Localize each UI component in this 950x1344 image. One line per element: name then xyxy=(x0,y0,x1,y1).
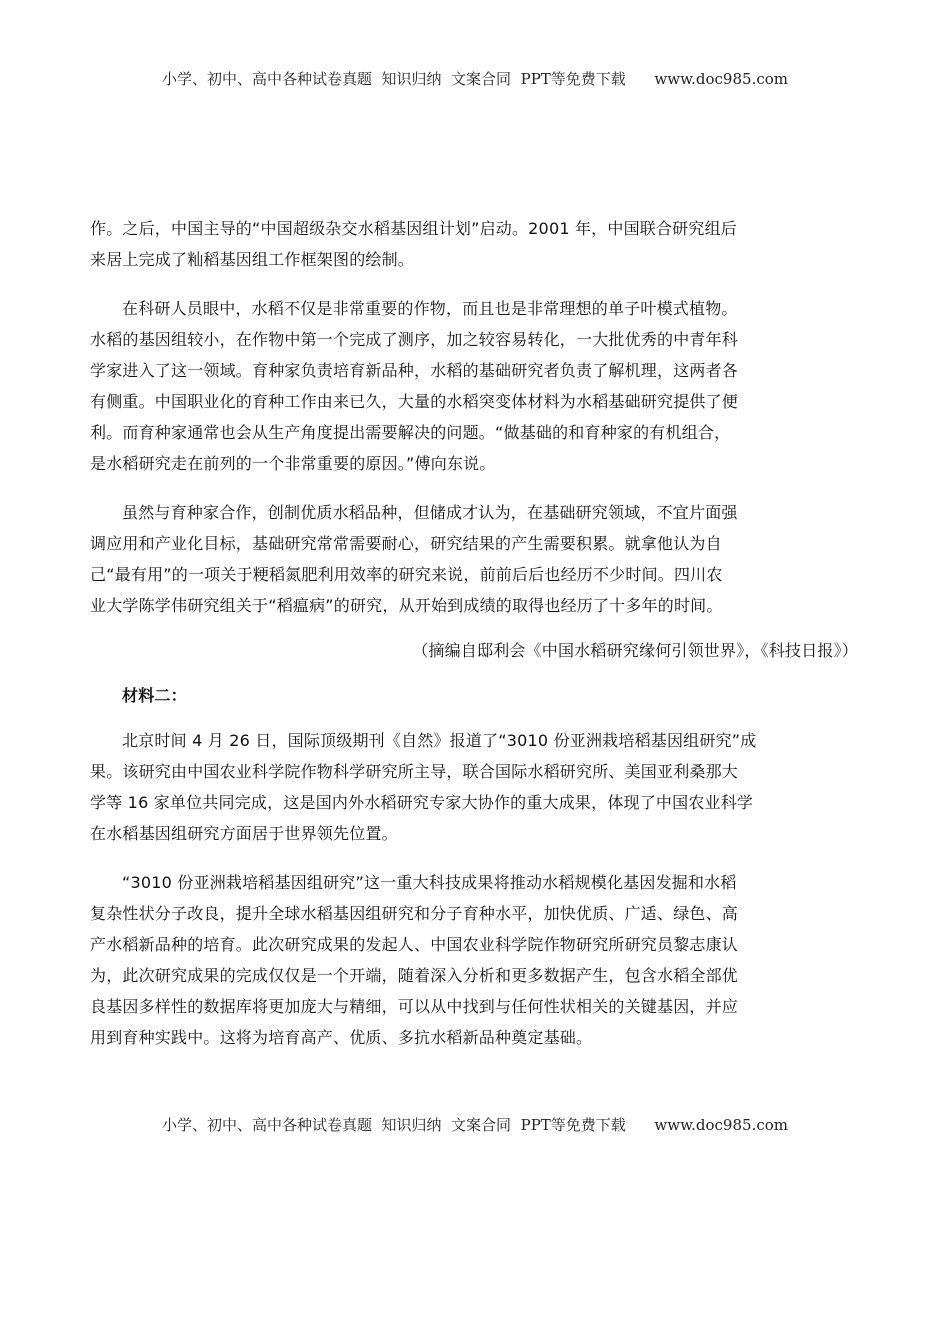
text-line: 在水稻基因组研究方面居于世界领先位置。 xyxy=(90,824,398,843)
source-citation: （摘编自邸利会《中国水稻研究缘何引领世界》，《科技日报》） xyxy=(412,641,858,660)
text-line: 利。而育种家通常也会从生产角度提出需要解决的问题。“做基础的和育种家的有机组合， xyxy=(90,423,731,442)
text-line: 良基因多样性的数据库将更加庞大与精细，可以从中找到与任何性状相关的关键基因，并应 xyxy=(90,997,739,1016)
text-line: 是水稻研究走在前列的一个非常重要的原因。”傅向东说。 xyxy=(90,454,496,473)
text-line: 业大学陈学伟研究组关于“稻瘟病”的研究，从开始到成绩的取得也经历了十多年的时间。 xyxy=(90,596,723,615)
page-header: 小学、初中、高中各种试卷真题 知识归纳 文案合同 PPT等免费下载 www.doc985.com xyxy=(161,70,788,88)
text-line: 水稻的基因组较小，在作物中第一个完成了测序，加之较容易转化，一大批优秀的中青年科 xyxy=(90,330,739,349)
text-line: 果。该研究由中国农业科学院作物科学研究所主导，联合国际水稻研究所、美国亚利桑那大 xyxy=(90,762,739,781)
text-line: 北京时间 4 月 26 日，国际顶级期刊《自然》报道了“3010 份亚洲栽培稻基因组研究”成 xyxy=(122,731,757,750)
page-footer: 小学、初中、高中各种试卷真题 知识归纳 文案合同 PPT等免费下载 www.doc985.com xyxy=(161,1116,788,1134)
paragraph-2 xyxy=(90,293,862,479)
text-line: 虽然与育种家合作，创制优质水稻品种，但储成才认为，在基础研究领域，不宜片面强 xyxy=(122,503,738,522)
text-line: 调应用和产业化目标，基础研究常常需要耐心，研究结果的产生需要积累。就拿他认为自 xyxy=(90,534,722,553)
text-line: 用到育种实践中。这将为培育高产、优质、多抗水稻新品种奠定基础。 xyxy=(90,1028,593,1047)
text-line: 有侧重。中国职业化的育种工作由来已久，大量的水稻突变体材料为水稻基础研究提供了便 xyxy=(90,392,739,411)
text-line: 学家进入了这一领域。育种家负责培育新品种，水稻的基础研究者负责了解机理，这两者各 xyxy=(90,361,739,380)
text-line: 己“最有用”的一项关于粳稻氮肥利用效率的研究来说，前前后后也经历不少时间。四川农 xyxy=(90,565,723,584)
text-line: 来居上完成了籼稻基因组工作框架图的绘制。 xyxy=(90,250,415,269)
paragraph-3 xyxy=(90,497,862,621)
document-body xyxy=(90,213,862,1053)
text-line: “3010 份亚洲栽培稻基因组研究”这一重大科技成果将推动水稻规模化基因发掘和水稻 xyxy=(122,873,737,892)
paragraph-1 xyxy=(90,213,862,275)
text-line: 复杂性状分子改良，提升全球水稻基因组研究和分子育种水平，加快优质、广适、绿色、高 xyxy=(90,904,739,923)
text-line: 为，此次研究成果的完成仅仅是一个开端，随着深入分析和更多数据产生，包含水稻全部优 xyxy=(90,966,739,985)
text-line: 作。之后，中国主导的“中国超级杂交水稻基因组计划”启动。2001 年，中国联合研究组后 xyxy=(90,219,737,238)
text-line: 产水稻新品种的培育。此次研究成果的发起人、中国农业科学院作物研究所研究员黎志康认 xyxy=(90,935,739,954)
paragraph-4 xyxy=(90,725,862,849)
text-line: 在科研人员眼中，水稻不仅是非常重要的作物，而且也是非常理想的单子叶模式植物。 xyxy=(122,299,738,318)
paragraph-5 xyxy=(90,867,862,1053)
text-line: 学等 16 家单位共同完成，这是国内外水稻研究专家大协作的重大成果，体现了中国农业科学 xyxy=(90,793,754,812)
section-heading: 材料二： xyxy=(122,686,187,705)
